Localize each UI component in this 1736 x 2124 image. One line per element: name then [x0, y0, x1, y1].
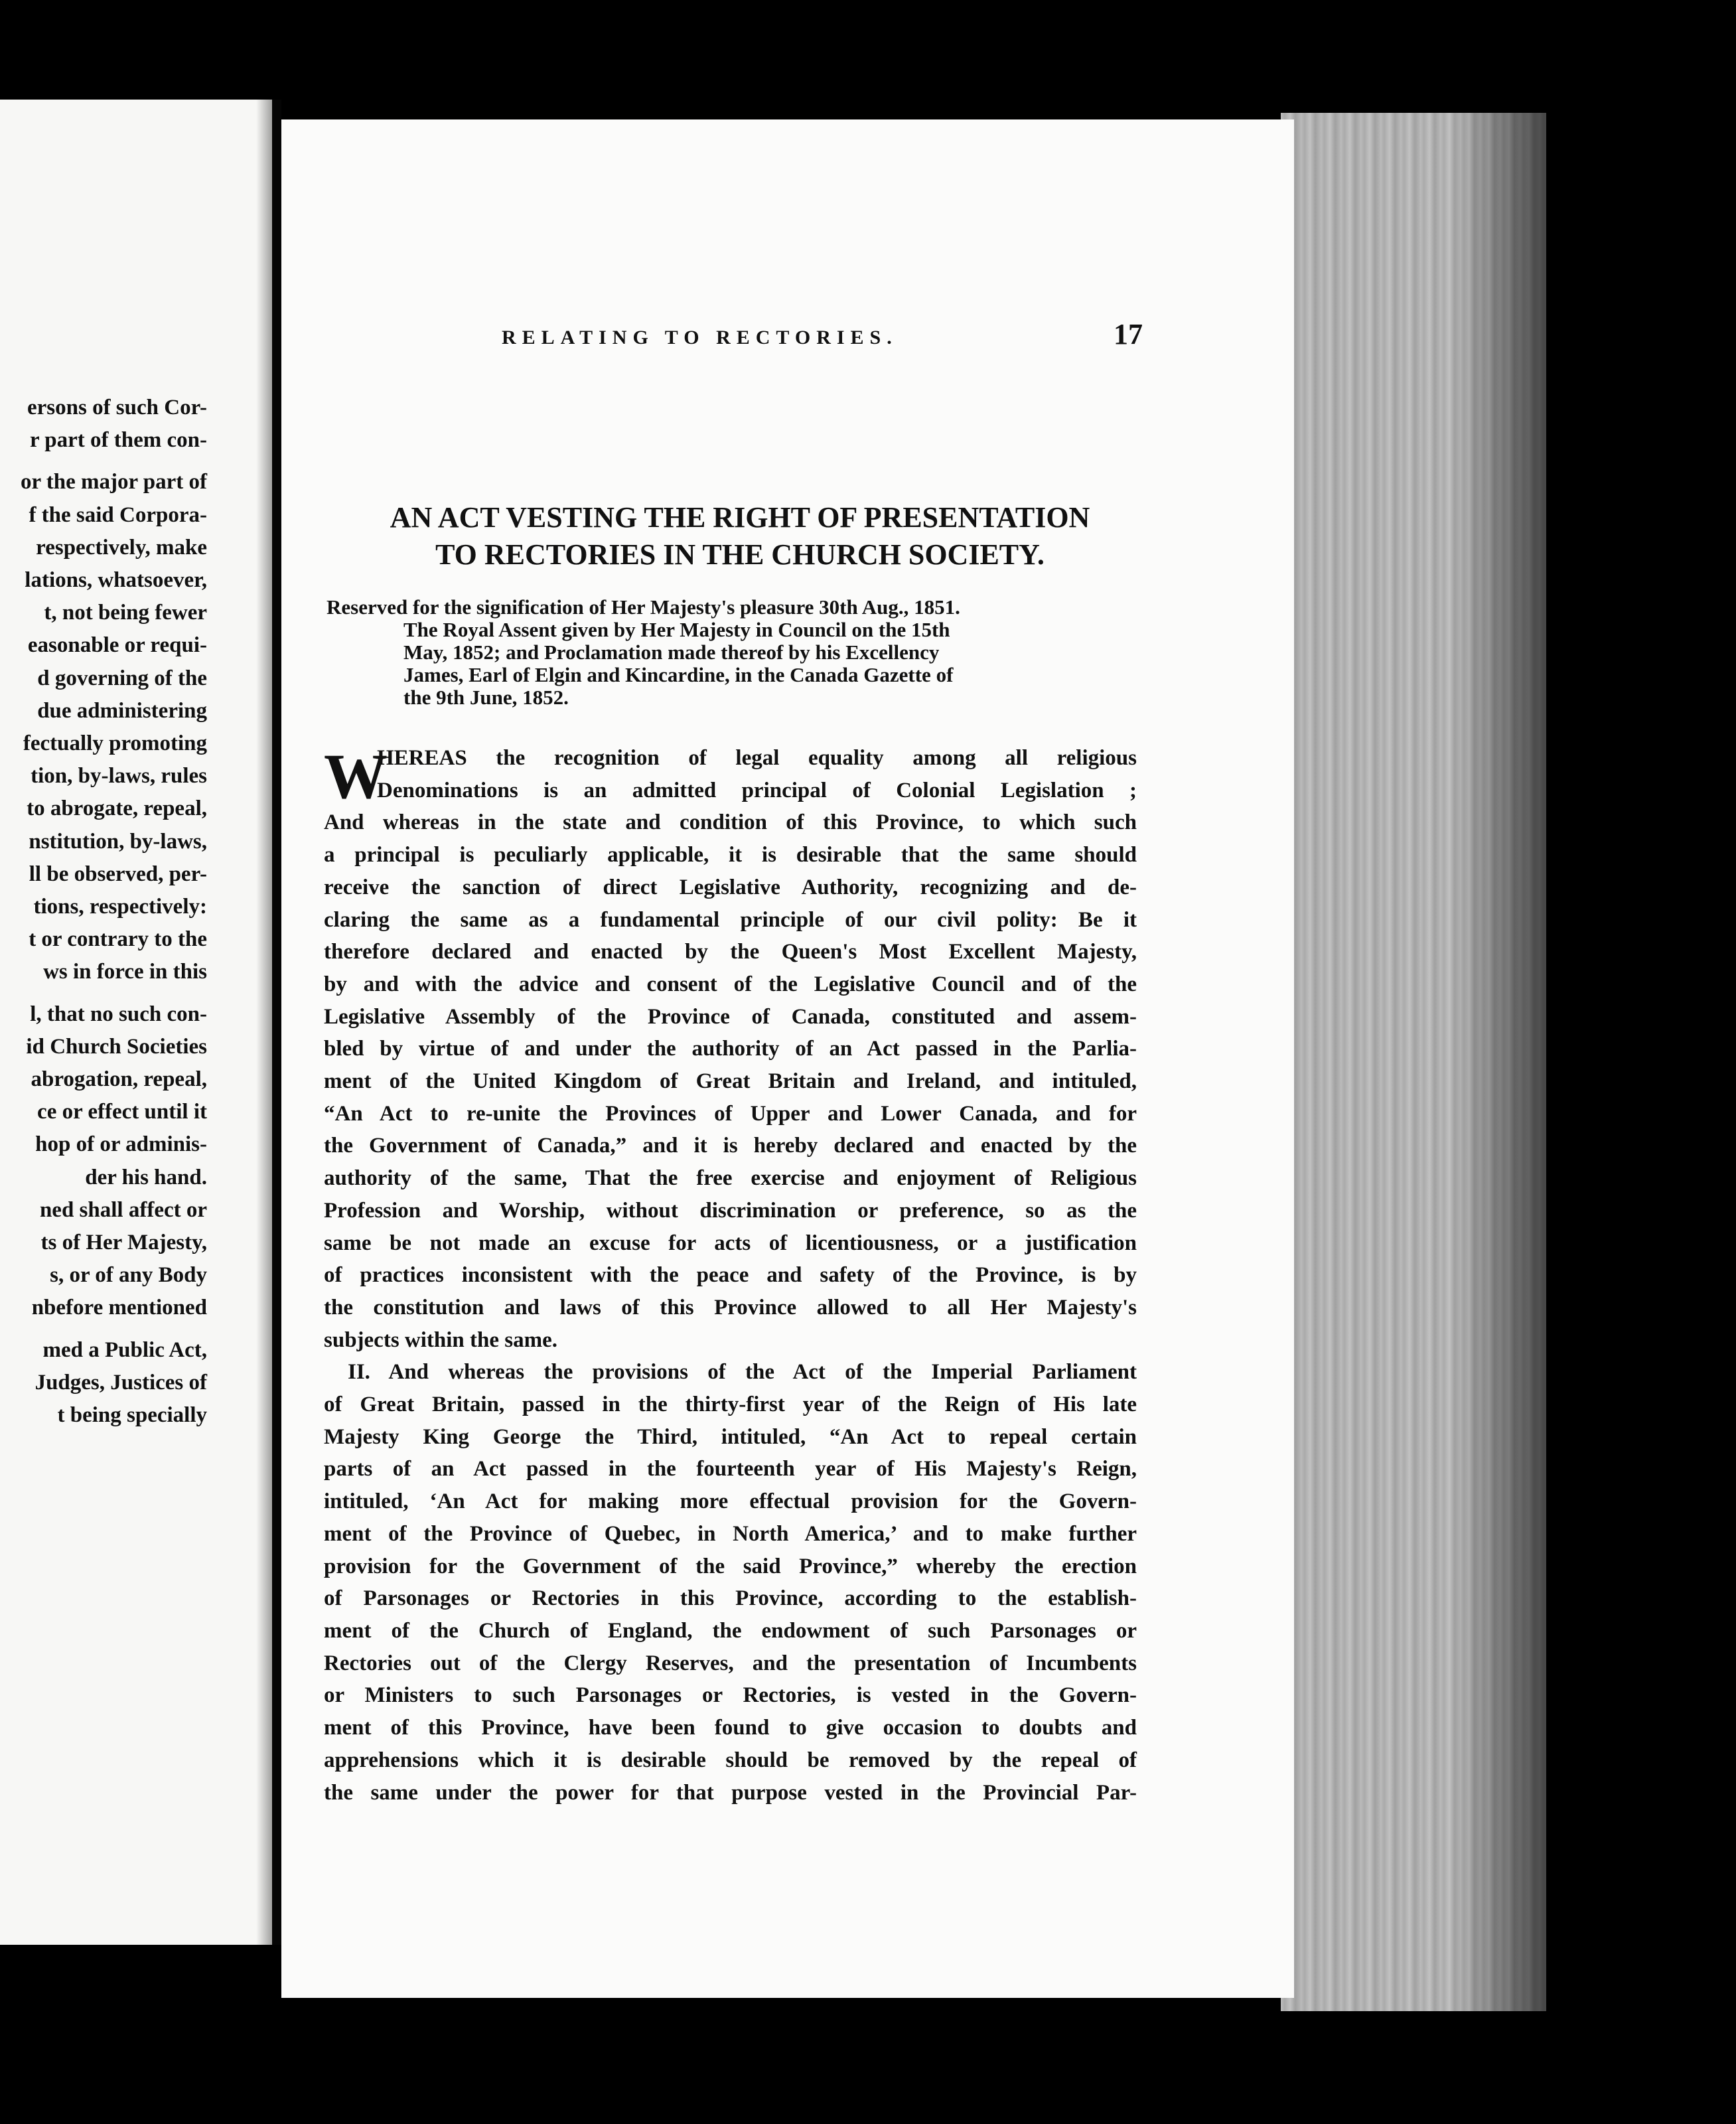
paragraph-1-line: authority of the same, That the free exercise and enjoyment of Religious: [324, 1166, 1137, 1191]
left-page-line: s, or of any Body: [50, 1263, 207, 1288]
reservation-line: The Royal Assent given by Her Majesty in Council on the 15th: [403, 618, 950, 641]
left-page-line: easonable or requi-: [27, 633, 207, 658]
drop-cap: W: [324, 741, 388, 812]
left-page-line: respectively, make: [36, 535, 207, 560]
reservation-line: Reserved for the signification of Her Majesty's pleasure 30th Aug., 1851.: [326, 595, 960, 619]
paragraph-1-line: by and with the advice and consent of the Legislative Council and of the: [324, 972, 1137, 996]
left-page-text: [0, 392, 207, 1432]
paragraph-2-line: of Parsonages or Rectories in this Province, according to the establish-: [324, 1586, 1137, 1611]
page-edges: [1281, 113, 1546, 2011]
paragraph-1-line: bled by virtue of and under the authority of an Act passed in the Parlia-: [324, 1037, 1137, 1061]
left-page-line: [0, 1325, 207, 1334]
left-page-line: ned shall affect or: [39, 1197, 207, 1222]
paragraph-1-line: a principal is peculiarly applicable, it is desirable that the same should: [324, 843, 1137, 868]
paragraph-1-line: Legislative Assembly of the Province of Canada, constituted and assem-: [324, 1004, 1137, 1029]
left-page-line: id Church Societies: [26, 1034, 207, 1059]
paragraph-2-line: parts of an Act passed in the fourteenth year of His Majesty's Reign,: [324, 1457, 1137, 1481]
paragraph-1-line: the Government of Canada,” and it is hereby declared and enacted by the: [324, 1134, 1137, 1158]
paragraph-2-line: ment of the Province of Quebec, in North America,’ and to make further: [324, 1521, 1137, 1546]
left-page-line: abrogation, repeal,: [31, 1067, 207, 1092]
paragraph-2-line: or Ministers to such Parsonages or Rectories, is vested in the Govern-: [324, 1683, 1137, 1708]
paragraph-2-line: the same under the power for that purpose vested in the Provincial Par-: [324, 1780, 1137, 1805]
paragraph-1-line: ment of the United Kingdom of Great Britain and Ireland, and intituled,: [324, 1069, 1137, 1094]
left-page-line: f the said Corpora-: [29, 502, 207, 527]
reservation-note: [326, 596, 1136, 709]
left-page-line: or the major part of: [20, 470, 207, 494]
book-binding: [272, 100, 281, 1945]
paragraph-1-line: the constitution and laws of this Province allowed to all Her Majesty's: [324, 1295, 1137, 1320]
paragraph-1-line: “An Act to re-unite the Provinces of Upper and Lower Canada, and for: [324, 1101, 1137, 1126]
left-page: [0, 100, 272, 1945]
paragraph-1-line: therefore declared and enacted by the Queen's Most Excellent Majesty,: [324, 940, 1137, 964]
paragraph-2-line: of Great Britain, passed in the thirty-first year of the Reign of His late: [324, 1393, 1137, 1417]
left-page-line: tions, respectively:: [33, 895, 207, 919]
left-page-line: fectually promoting: [23, 731, 207, 756]
page-number: 17: [1114, 318, 1143, 350]
left-page-line: lations, whatsoever,: [25, 568, 207, 593]
paragraph-1-line: HEREAS the recognition of legal equality among all religious: [377, 746, 1137, 770]
gutter-shadow: [256, 100, 272, 1945]
paragraph-2-line: ment of the Church of England, the endowment of such Parsonages or: [324, 1618, 1137, 1643]
left-page-line: nbefore mentioned: [31, 1296, 207, 1320]
left-page-line: due administering: [37, 698, 207, 723]
left-page-line: l, that no such con-: [30, 1002, 207, 1026]
left-page-line: ts of Her Majesty,: [40, 1231, 207, 1255]
left-page-line: to abrogate, repeal,: [27, 796, 207, 821]
act-title-line-2: TO RECTORIES IN THE CHURCH SOCIETY.: [435, 538, 1045, 571]
left-page-line: Judges, Justices of: [35, 1370, 207, 1395]
act-title-line-1: AN ACT VESTING THE RIGHT OF PRESENTATION: [390, 501, 1090, 534]
left-page-line: t, not being fewer: [44, 601, 207, 625]
paragraph-2-line: apprehensions which it is desirable should be removed by the repeal of: [324, 1748, 1137, 1772]
left-page-line: ce or effect until it: [37, 1100, 207, 1124]
left-page-line: med a Public Act,: [42, 1337, 207, 1362]
paragraph-2-line: II. And whereas the provisions of the Act of the Imperial Parliament: [348, 1360, 1137, 1385]
left-page-line: ll be observed, per-: [29, 862, 207, 886]
left-page-line: d governing of the: [37, 666, 207, 690]
left-page-line: der his hand.: [85, 1165, 207, 1189]
running-head: RELATING TO RECTORIES.: [502, 327, 898, 348]
paragraph-1-line: receive the sanction of direct Legislative Authority, recognizing and de-: [324, 875, 1137, 899]
left-page-line: t or contrary to the: [29, 927, 207, 952]
paragraph-1-line: of practices inconsistent with the peace and safety of the Province, is by: [324, 1263, 1137, 1288]
paragraph-1-line: Profession and Worship, without discrimination or preference, so as the: [324, 1198, 1137, 1223]
paragraph-2-line: Rectories out of the Clergy Reserves, and the presentation of Incumbents: [324, 1651, 1137, 1675]
act-title: [319, 499, 1161, 573]
reservation-line: the 9th June, 1852.: [403, 686, 569, 709]
act-body: [324, 742, 1137, 1809]
paragraph-1-line: claring the same as a fundamental principle of our civil polity: Be it: [324, 907, 1137, 932]
left-page-line: ersons of such Cor-: [27, 396, 207, 419]
left-page-line: [0, 457, 207, 466]
paragraph-2-line: Majesty King George the Third, intituled, “An Act to repeal certain: [324, 1424, 1137, 1449]
paragraph-2-line: ment of this Province, have been found to give occasion to doubts and: [324, 1716, 1137, 1740]
paragraph-1-line: Denominations is an admitted principal of Colonial Legislation ;: [377, 778, 1137, 802]
left-page-line: r part of them con-: [30, 428, 207, 453]
left-page-line: tion, by-laws, rules: [31, 764, 207, 789]
left-page-line: [0, 989, 207, 998]
reservation-line: James, Earl of Elgin and Kincardine, in the Canada Gazette of: [403, 663, 954, 686]
paragraph-2-line: provision for the Government of the said Province,” whereby the erection: [324, 1554, 1137, 1578]
paragraph-1-line: same be not made an excuse for acts of licentiousness, or a justification: [324, 1231, 1137, 1255]
left-page-line: nstitution, by-laws,: [29, 829, 207, 854]
left-page-line: hop of or adminis-: [35, 1132, 207, 1157]
paragraph-2-line: intituled, ‘An Act for making more effectual provision for the Govern-: [324, 1489, 1137, 1514]
reservation-line: May, 1852; and Proclamation made thereof by his Excellency: [403, 641, 940, 664]
left-page-line: ws in force in this: [43, 960, 207, 984]
paragraph-1-line: subjects within the same.: [324, 1328, 557, 1352]
page-edges-shadow: [1453, 113, 1546, 2011]
paragraph-1-line: And whereas in the state and condition of this Province, to which such: [324, 810, 1137, 835]
left-page-line: t being specially: [57, 1403, 207, 1428]
